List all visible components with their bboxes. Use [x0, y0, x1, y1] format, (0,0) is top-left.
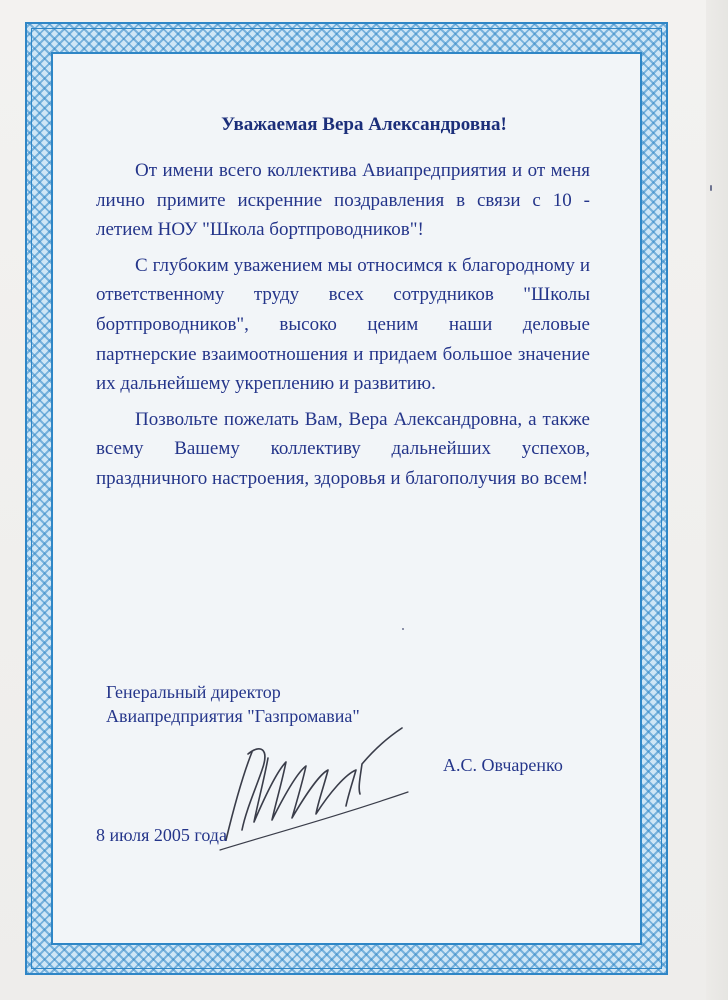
signer-title: [106, 680, 466, 728]
signer-position: Генеральный директор: [106, 682, 281, 702]
paragraph-appreciation: С глубоким уважением мы относимся к благородному и ответственному труду всех сотрудников "Школы бортпроводников", высоко ценим наши деловые партнерские взаимоотношения и придаем большое значение их дальнейшему укреплению и развитию.: [96, 254, 590, 395]
paper-speck: [710, 185, 712, 191]
signer-company: Авиапредприятия "Газпромавиа": [106, 706, 360, 726]
letter-date: 8 июля 2005 года: [96, 825, 227, 845]
paper-speck: [402, 628, 404, 630]
handwritten-signature: [212, 722, 422, 857]
paragraph-wishes: Позвольте пожелать Вам, Вера Александровна, а также всему Вашему коллективу дальнейших успехов, праздничного настроения, здоровья и благополучия во всем!: [96, 408, 590, 489]
letter-greeting: Уважаемая Вера Александровна!: [221, 114, 507, 135]
page-edge: [706, 0, 728, 1000]
signer-name: А.С. Овчаренко: [443, 755, 563, 775]
paragraph-congratulations: От имени всего коллектива Авиапредприятия и от меня лично примите искренние поздравления в связи с 10 - летием НОУ "Школа бортпроводников"!: [96, 160, 590, 241]
letter-body: [96, 156, 590, 500]
